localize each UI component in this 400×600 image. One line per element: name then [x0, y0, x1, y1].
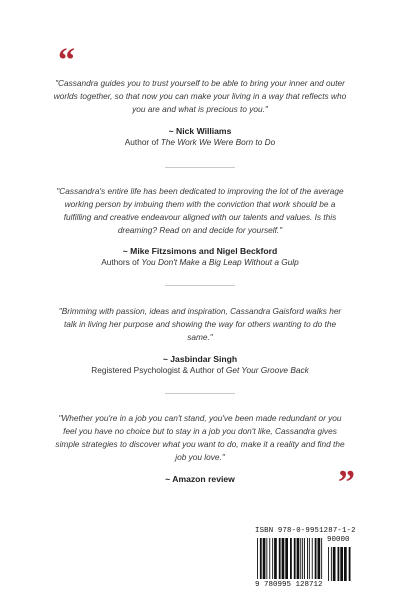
addon-code: 90000 [327, 536, 350, 544]
barcode-image [255, 538, 353, 581]
testimonial-role: Registered Psychologist & Author of Get Your Groove Back [91, 365, 309, 375]
testimonial-4 [52, 412, 348, 484]
testimonial-quote: "Brimming with passion, ideas and inspiration, Cassandra Gaisford walks her talk in living her purpose and showing the way for others wanting to do the same." [58, 306, 342, 342]
testimonial-3 [52, 305, 348, 376]
testimonial-2 [52, 185, 348, 268]
testimonial-author: ~ Nick Williams [168, 126, 232, 136]
book-title: Get Your Groove Back [225, 365, 309, 375]
testimonial-1 [52, 77, 348, 148]
testimonial-author: ~ Jasbindar Singh [162, 354, 238, 364]
testimonial-quote: "Whether you're in a job you can't stand, you've been made redundant or you feel you have no choice but to stay in a job you don't like, Cassandra gives simple strategies to discover what you want to do, make it a reality and find the job you love." [55, 413, 345, 462]
divider [165, 167, 235, 168]
book-title: The Work We Were Born to Do [160, 137, 276, 147]
close-quote-mark: ” [338, 464, 355, 501]
book-title: You Don't Make a Big Leap Without a Gulp [141, 257, 299, 267]
divider [165, 285, 235, 286]
testimonial-quote: "Cassandra's entire life has been dedicated to improving the lot of the average working person by imbuing them with the conviction that work should be a fulfilling and creative endeavour aligned with our talents and values. Is this dreaming? Read on and decide for yourself." [56, 186, 344, 235]
testimonial-role: Author of The Work We Were Born to Do [124, 137, 276, 147]
testimonial-author: ~ Mike Fitzsimons and Nigel Beckford [122, 246, 278, 256]
testimonial-quote: "Cassandra guides you to trust yourself to be able to bring your inner and outer worlds together, so that now you can make your living in a way that reflects who you are and what is precious to you." [53, 78, 347, 114]
testimonial-role: Authors of You Don't Make a Big Leap Without a Gulp [101, 257, 299, 267]
divider [165, 393, 235, 394]
isbn-barcode [255, 527, 356, 589]
ean-digits: 9 780995 128712 [255, 581, 323, 589]
open-quote-mark: “ [58, 42, 75, 79]
isbn-label: ISBN 978-0-9951287-1-2 [255, 527, 356, 535]
testimonial-author: ~ Amazon review [165, 474, 235, 484]
